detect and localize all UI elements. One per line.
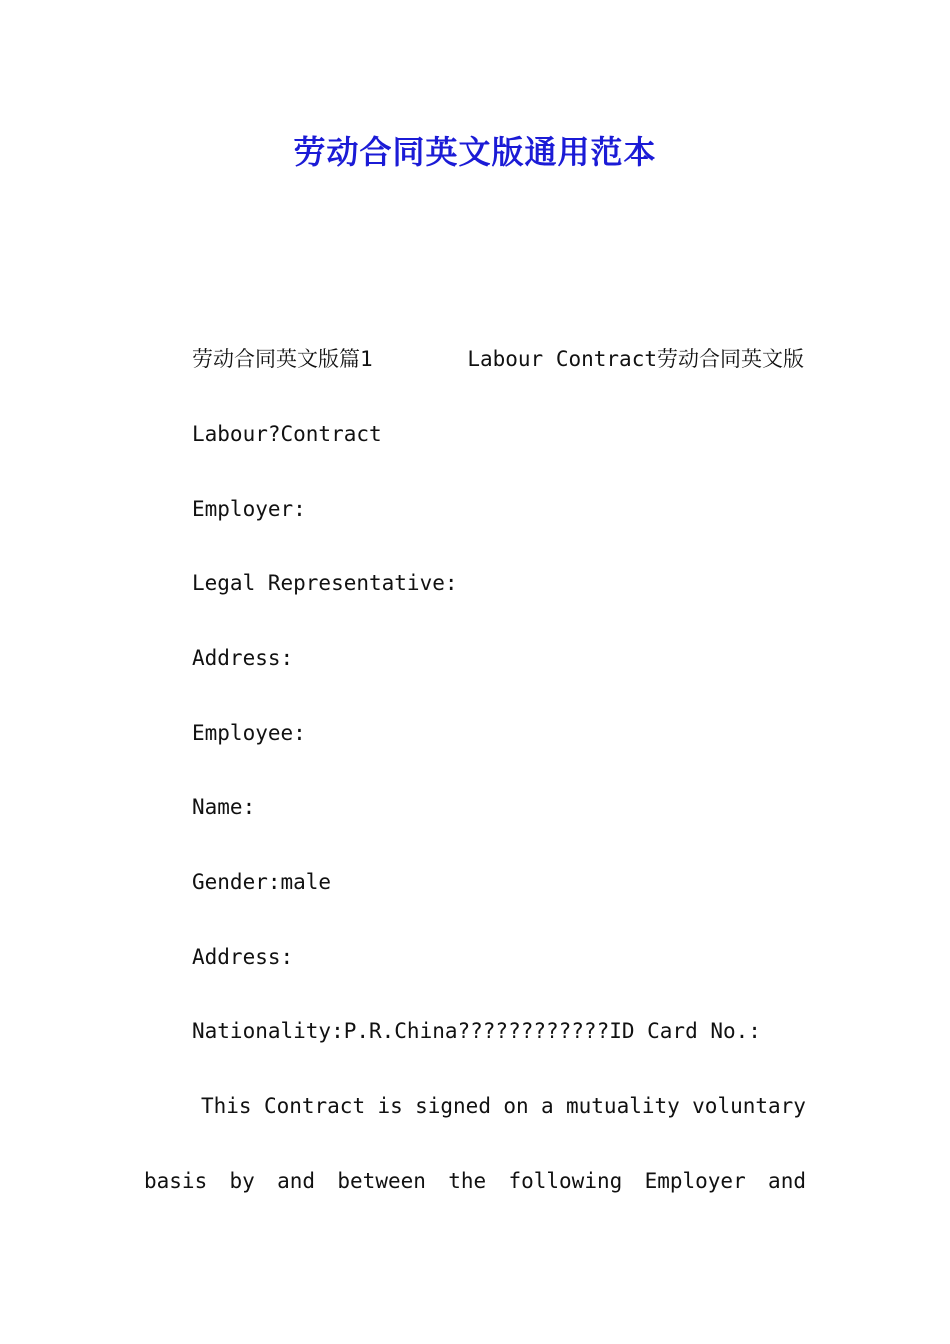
word: a [540, 1094, 554, 1118]
word: on [503, 1094, 529, 1118]
paragraph-line-2 [144, 1166, 806, 1196]
text-line: Labour?Contract [192, 422, 382, 446]
text-line: Address: [192, 646, 294, 670]
word: is [377, 1094, 403, 1118]
text-line: Gender:male [192, 870, 332, 894]
word: voluntary [692, 1094, 806, 1118]
section-heading-right: Labour Contract劳动合同英文版 [467, 347, 804, 371]
section-heading-left: 劳动合同英文版篇1 [192, 347, 373, 371]
word: the [448, 1169, 487, 1193]
word: This [201, 1094, 252, 1118]
text-line: Employer: [192, 497, 306, 521]
text-line: Legal Representative: [192, 571, 458, 595]
text-line: Nationality:P.R.China????????????ID Card No.: [192, 1019, 761, 1043]
word: mutuality [566, 1094, 680, 1118]
word: following [508, 1169, 623, 1193]
text-line: Employee: [192, 721, 306, 745]
word: basis [144, 1169, 208, 1193]
text-line: Address: [192, 945, 294, 969]
word: by [229, 1169, 255, 1193]
paragraph-line-1 [201, 1091, 806, 1121]
word: and [277, 1169, 316, 1193]
word: and [768, 1169, 806, 1193]
word: signed [415, 1094, 491, 1118]
text-line: Name: [192, 795, 256, 819]
word: Contract [263, 1094, 366, 1118]
document-title: 劳动合同英文版通用范本 [293, 133, 657, 171]
word: Employer [644, 1169, 746, 1193]
section-heading [192, 344, 804, 374]
word: between [337, 1169, 426, 1193]
